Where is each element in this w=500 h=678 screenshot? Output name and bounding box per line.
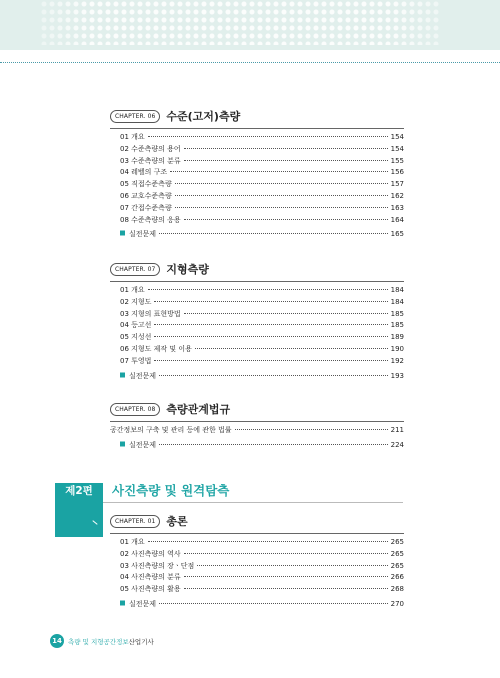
page-number: 14 (50, 634, 64, 648)
toc-entry[interactable]: 02 수준측량의 용어 154 (120, 144, 404, 153)
toc-entry[interactable]: 01 개요 154 (120, 133, 404, 141)
toc-entry[interactable]: 04 등고선 185 (120, 321, 404, 330)
chapter-tag: CHAPTER. 06 (110, 110, 160, 123)
toc-entry[interactable]: 08 수준측량의 응용 164 (120, 215, 404, 224)
square-bullet-icon (120, 372, 125, 377)
chapter-tag: CHAPTER. 07 (110, 263, 160, 276)
divider (110, 533, 404, 534)
toc-entry[interactable]: 04 레벨의 구조 156 (120, 168, 404, 177)
toc-entry[interactable]: 07 투영법 192 (120, 356, 404, 365)
part-label-box (55, 483, 103, 537)
toc-entry[interactable]: 03 사진측량의 장ㆍ단점 265 (120, 561, 404, 570)
chapter-06-section (110, 109, 404, 241)
header-banner (0, 0, 500, 50)
toc-list (110, 425, 404, 452)
header-dotted-line (0, 62, 500, 63)
divider (110, 281, 404, 282)
toc-entry[interactable]: 06 지형도 제작 및 이용 190 (120, 344, 404, 353)
toc-list (120, 132, 404, 241)
toc-entry[interactable]: 06 교호수준측량 162 (120, 191, 404, 200)
chapter-title: 측량관계법규 (166, 403, 231, 416)
book-title: 측량 및 지형공간정보산업기사 (68, 637, 154, 646)
chapter-tag: CHAPTER. 08 (110, 403, 160, 416)
toc-exercise-entry[interactable]: 실전문제 224 (120, 440, 404, 452)
square-bullet-icon (120, 600, 125, 605)
toc-entry[interactable]: 05 지성선 189 (120, 333, 404, 342)
chapter-header (110, 514, 404, 528)
square-bullet-icon (120, 231, 125, 236)
part-label: 제2편 (65, 485, 93, 497)
toc-entry[interactable]: 04 사진측량의 분류 266 (120, 573, 404, 582)
part-title: 사진측량 및 원격탐측 (112, 483, 230, 498)
toc-exercise-entry[interactable]: 실전문제 193 (120, 371, 404, 383)
toc-exercise-entry[interactable]: 실전문제 165 (120, 229, 404, 241)
toc-entry[interactable]: 02 사진측량의 역사 265 (120, 549, 404, 558)
chapter-header (110, 109, 404, 123)
chapter-header (110, 262, 404, 276)
toc-entry[interactable]: 01 개요 184 (120, 286, 404, 294)
toc-entry[interactable]: 01 개요 265 (120, 538, 404, 546)
divider (110, 421, 404, 422)
square-bullet-icon (120, 441, 125, 446)
toc-entry[interactable]: 03 수준측량의 분류 155 (120, 156, 404, 165)
toc-entry[interactable]: 02 지형도 184 (120, 297, 404, 306)
chapter-title: 수준(고저)측량 (166, 110, 241, 123)
toc-entry[interactable]: 05 직접수준측량 157 (120, 180, 404, 189)
page-footer (50, 634, 154, 648)
toc-exercise-entry[interactable]: 실전문제 270 (120, 599, 404, 611)
toc-list (120, 285, 404, 382)
divider (110, 128, 404, 129)
toc-entry[interactable]: 03 지형의 표현방법 185 (120, 309, 404, 318)
part-divider (103, 502, 403, 503)
chapter-header (110, 402, 404, 416)
chapter-title: 총론 (166, 515, 188, 528)
toc-entry[interactable]: 공간정보의 구축 및 관리 등에 관한 법률 211 (110, 426, 404, 434)
chapter-08-section (110, 402, 404, 452)
toc-entry[interactable]: 05 사진측량의 활용 268 (120, 585, 404, 594)
toc-entry[interactable]: 07 간접수준측량 163 (120, 203, 404, 212)
chapter-title: 지형측량 (166, 263, 209, 276)
chapter-tag: CHAPTER. 01 (110, 515, 160, 528)
chapter-01-section (110, 514, 404, 611)
toc-list (120, 537, 404, 611)
chapter-07-section (110, 262, 404, 382)
